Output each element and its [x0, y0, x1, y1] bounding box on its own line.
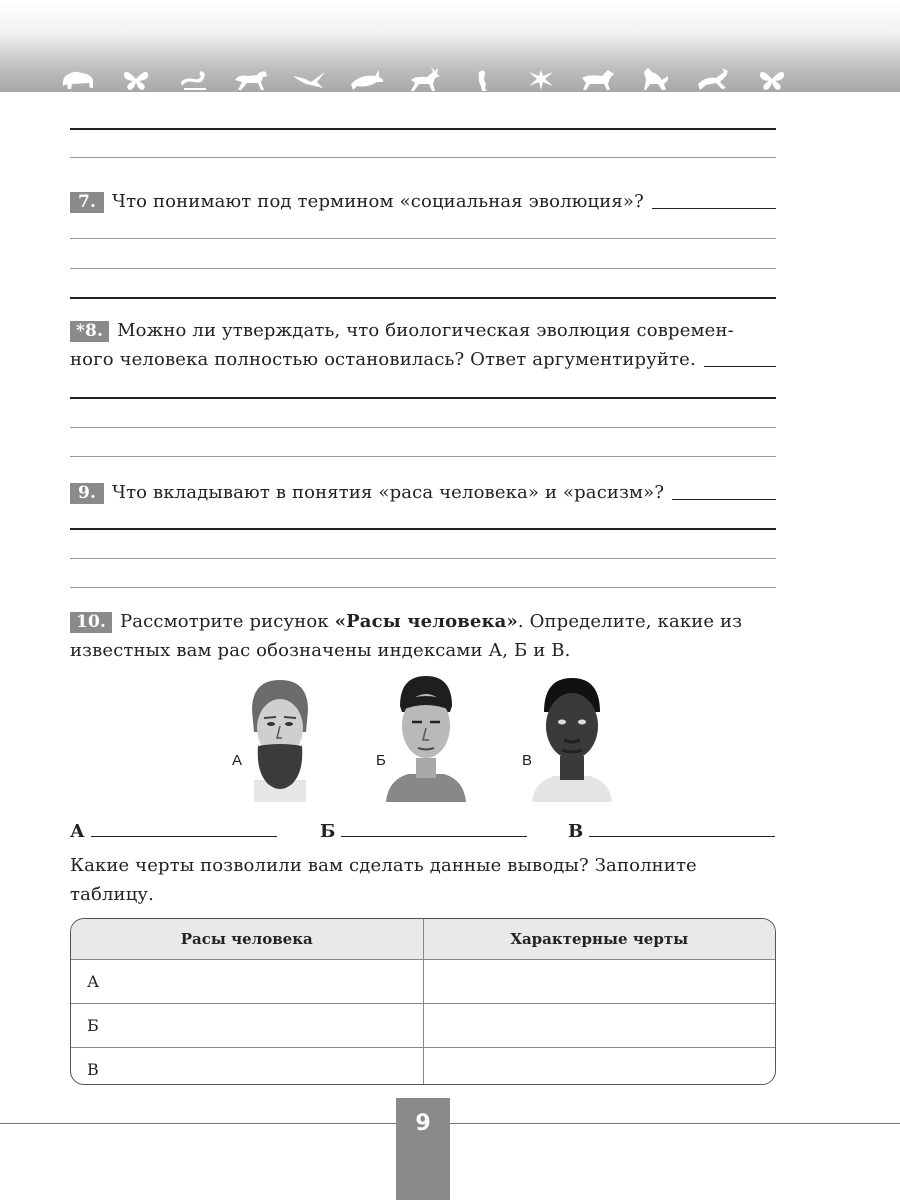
butterfly-icon — [754, 66, 790, 92]
butterfly-icon — [118, 66, 154, 92]
table-row-label: А — [87, 972, 100, 991]
dolphin-icon — [349, 66, 385, 92]
footer-rule — [0, 1123, 900, 1124]
answer-b-line[interactable] — [341, 818, 527, 837]
question-text: Что вкладывают в понятия «раса человека» и «расизм»? — [112, 482, 665, 503]
page-number: 9 — [396, 1098, 450, 1200]
answer-line — [70, 456, 776, 457]
answer-line — [70, 297, 776, 299]
answer-line — [70, 128, 776, 130]
answer-line — [70, 397, 776, 399]
answer-line — [704, 365, 776, 367]
question-8 — [70, 316, 776, 374]
portrait-c — [526, 672, 618, 802]
table-row-label: Б — [71, 1004, 423, 1048]
table-header-races: Расы человека — [71, 919, 423, 960]
answer-b-label: Б — [320, 821, 336, 842]
question-number: 9. — [70, 483, 104, 504]
answer-line — [70, 268, 776, 269]
insect-icon — [523, 66, 559, 92]
question-text-line2: известных вам рас обозначены индексами А, Б и В. — [70, 640, 571, 661]
portrait-b — [380, 672, 472, 802]
answer-line — [70, 427, 776, 428]
table-cell-traits[interactable] — [423, 1004, 775, 1048]
header-band — [0, 0, 900, 92]
question-7 — [70, 187, 776, 216]
answer-c-label: В — [568, 821, 584, 842]
answer-b[interactable] — [320, 818, 527, 842]
portrait-label-a: А — [232, 752, 243, 769]
horse-icon — [233, 66, 269, 92]
table-row-label: В — [71, 1048, 423, 1086]
portrait-label-b: Б — [376, 752, 386, 769]
answer-line — [652, 207, 776, 209]
portrait-label-c: В — [522, 752, 533, 769]
question-text-line1: Можно ли утверждать, что биологическая эволюция современ- — [117, 320, 734, 341]
table-header-traits: Характерные черты — [423, 919, 775, 960]
swallow-icon — [291, 66, 327, 92]
answer-line — [70, 238, 776, 239]
question-text: Что понимают под термином «социальная эволюция»? — [112, 191, 644, 212]
answer-a-line[interactable] — [91, 818, 277, 837]
followup-text — [70, 851, 776, 909]
answer-c[interactable] — [568, 818, 775, 842]
answer-line — [70, 528, 776, 530]
table-row — [71, 1004, 775, 1048]
races-table — [70, 918, 776, 1085]
animal-icon-row — [60, 64, 790, 92]
answer-line — [70, 587, 776, 588]
races-figure — [230, 672, 620, 804]
question-9 — [70, 478, 776, 507]
question-text-pre: Рассмотрите рисунок — [120, 611, 335, 632]
answer-c-line[interactable] — [589, 818, 775, 837]
table-cell-traits[interactable] — [423, 960, 775, 1004]
gazelle-icon — [696, 66, 732, 92]
question-number: *8. — [70, 321, 109, 342]
followup-line1: Какие черты позволили вам сделать данные выводы? Заполните — [70, 855, 697, 876]
question-number: 10. — [70, 612, 112, 633]
figure-title: «Расы человека» — [334, 611, 518, 632]
table-cell-traits[interactable] — [423, 1048, 775, 1086]
followup-line2: таблицу. — [70, 884, 155, 905]
bird-icon — [465, 66, 501, 92]
scorpion-icon — [176, 66, 212, 92]
question-10 — [70, 607, 776, 665]
answer-a-label: А — [70, 821, 85, 842]
answer-line — [70, 558, 776, 559]
question-text-post: . Определите, какие из — [517, 611, 743, 632]
table-row — [71, 1048, 775, 1086]
answer-line — [672, 498, 776, 500]
answer-blanks — [70, 818, 776, 846]
deer-icon — [407, 66, 443, 92]
table-row — [71, 960, 775, 1004]
answer-line — [70, 157, 776, 158]
antelope-icon — [580, 66, 616, 92]
question-number: 7. — [70, 192, 104, 213]
answer-a[interactable] — [70, 818, 277, 842]
bison-icon — [60, 66, 96, 92]
cat-icon — [638, 66, 674, 92]
question-text-line2: ного человека полностью остановилась? Ответ аргументируйте. — [70, 349, 696, 370]
portrait-a — [234, 672, 326, 802]
